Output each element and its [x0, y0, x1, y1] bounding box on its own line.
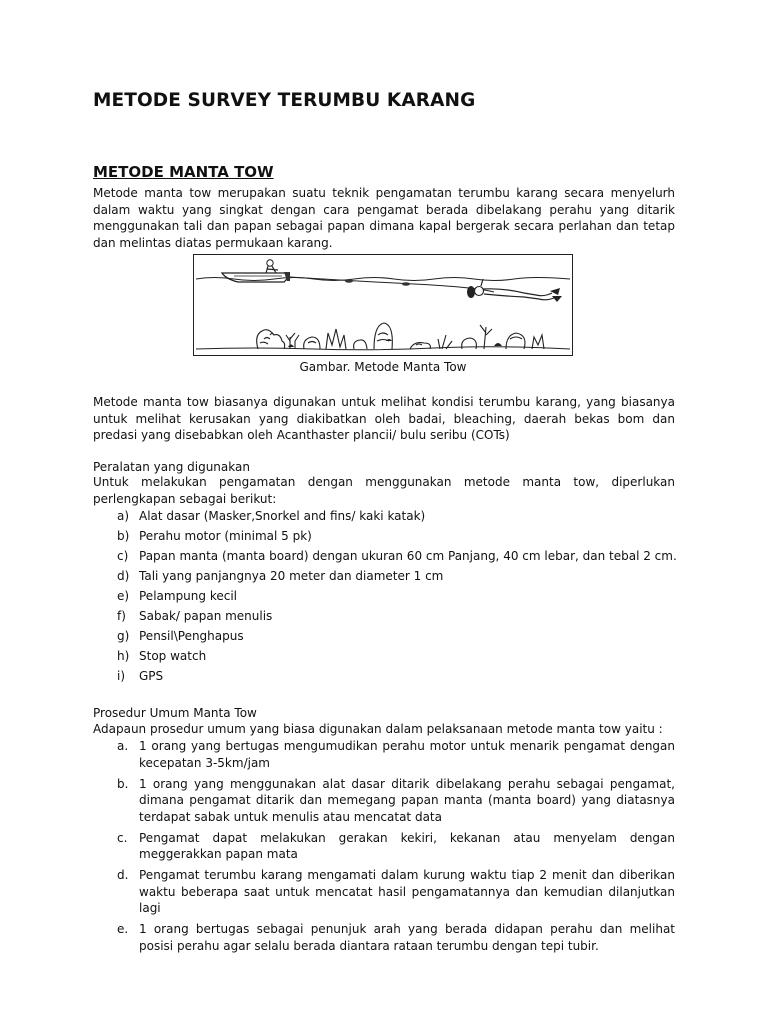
- list-item: [117, 776, 675, 826]
- list-marker: e.: [117, 922, 129, 936]
- list-item: [117, 508, 677, 528]
- manta-tow-drawing: [194, 255, 572, 355]
- list-marker: d.: [117, 868, 129, 882]
- document-title: METODE SURVEY TERUMBU KARANG: [93, 90, 476, 111]
- list-marker: d): [117, 569, 130, 583]
- list-item-text: Perahu motor (minimal 5 pk): [139, 529, 312, 543]
- list-item: [117, 528, 677, 548]
- list-item-text: Papan manta (manta board) dengan ukuran 60 cm Panjang, 40 cm lebar, dan tebal 2 cm.: [139, 549, 677, 563]
- list-item-text: Sabak/ papan menulis: [139, 609, 273, 623]
- procedure-list: [117, 738, 677, 959]
- list-item-text: Alat dasar (Masker,Snorkel and fins/ kaki katak): [139, 509, 426, 523]
- list-marker: c.: [117, 830, 128, 845]
- manta-board: [467, 286, 475, 298]
- list-marker: c): [117, 549, 129, 563]
- procedure-heading: Prosedur Umum Manta Tow: [93, 706, 257, 720]
- description-paragraph: Metode manta tow biasanya digunakan untuk melihat kondisi terumbu karang, yang biasanya untuk melihat kerusakan yang diakibatkan oleh badai, bleaching, daerah bekas bom dan predasi yang disebabkan oleh Acanthaster plancii/ bulu seribu (COTs): [93, 395, 675, 442]
- snorkeler-head: [475, 287, 484, 296]
- equipment-list: [117, 508, 677, 688]
- equipment-intro: Untuk melakukan pengamatan dengan menggunakan metode manta tow, diperlukan perlengkapan sebagai berikut:: [93, 475, 675, 506]
- water-surface: [196, 278, 570, 281]
- list-item-text: Pelampung kecil: [139, 589, 237, 603]
- list-marker: e): [117, 589, 130, 603]
- list-item: [117, 588, 677, 608]
- list-item: [117, 921, 675, 954]
- list-item: [117, 548, 677, 568]
- list-item-text: Tali yang panjangnya 20 meter dan diameter 1 cm: [139, 569, 444, 583]
- list-marker: a.: [117, 739, 129, 753]
- list-item-text: Pengamat terumbu karang mengamati dalam kurung waktu tiap 2 menit dan diberikan waktu beberapa saat untuk mencatat hasil pengamatannya dan kemudian dilanjutkan lagi: [139, 868, 675, 915]
- list-marker: a): [117, 509, 130, 523]
- list-item: [117, 830, 675, 863]
- list-marker: b): [117, 529, 130, 543]
- list-item: [117, 738, 675, 771]
- list-item: [117, 867, 675, 917]
- procedure-intro: Adapaun prosedur umum yang biasa digunakan dalam pelaksanaan metode manta tow yaitu :: [93, 722, 663, 736]
- list-item-text: Stop watch: [139, 649, 207, 663]
- list-item: [117, 668, 677, 688]
- manta-tow-illustration: [193, 254, 573, 356]
- list-item-text: Pensil\Penghapus: [139, 629, 244, 643]
- list-item-text: 1 orang yang menggunakan alat dasar ditarik dibelakang perahu sebagai pengamat, dimana pengamat ditarik dan memegang papan manta (manta board) yang diatasnya terdapat sabak untuk menulis atau mencatat data: [139, 776, 675, 824]
- intro-paragraph: Metode manta tow merupakan suatu teknik pengamatan terumbu karang secara menyelurh dalam waktu yang singkat dengan cara pengamat berada dibelakang perahu yang ditarik menggunakan tali dan papan sebagai papan dimana kapal bergerak secara perlahan dan tetap dan melintas diatas permukaan karang.: [93, 186, 675, 250]
- list-marker: i): [117, 669, 126, 683]
- list-item-text: Pengamat dapat melakukan gerakan kekiri, kekanan atau menyelam dengan meggerakkan papan mata: [139, 830, 675, 861]
- seabed: [196, 347, 570, 350]
- list-marker: h): [117, 649, 130, 663]
- list-marker: b.: [117, 776, 129, 791]
- list-item: [117, 648, 677, 668]
- list-item: [117, 628, 677, 648]
- equipment-heading: Peralatan yang digunakan: [93, 460, 250, 474]
- list-marker: g): [117, 629, 130, 643]
- list-item: [117, 608, 677, 628]
- snorkeler-body: [483, 289, 554, 300]
- float: [345, 279, 353, 283]
- figure-caption: Gambar. Metode Manta Tow: [299, 360, 467, 374]
- list-item-text: 1 orang yang bertugas mengumudikan perahu motor untuk menarik pengamat dengan kecepatan 3-5km/jam: [139, 739, 675, 770]
- list-item-text: 1 orang bertugas sebagai penunjuk arah yang berada didapan perahu dan melihat posisi perahu agar selalu berada diantara rataan terumbu dengan tepi tubir.: [139, 922, 675, 953]
- boat-driver: [267, 260, 273, 266]
- section-heading: METODE MANTA TOW: [93, 163, 274, 181]
- list-item: [117, 568, 677, 588]
- list-item-text: GPS: [139, 669, 164, 683]
- list-marker: f): [117, 609, 126, 623]
